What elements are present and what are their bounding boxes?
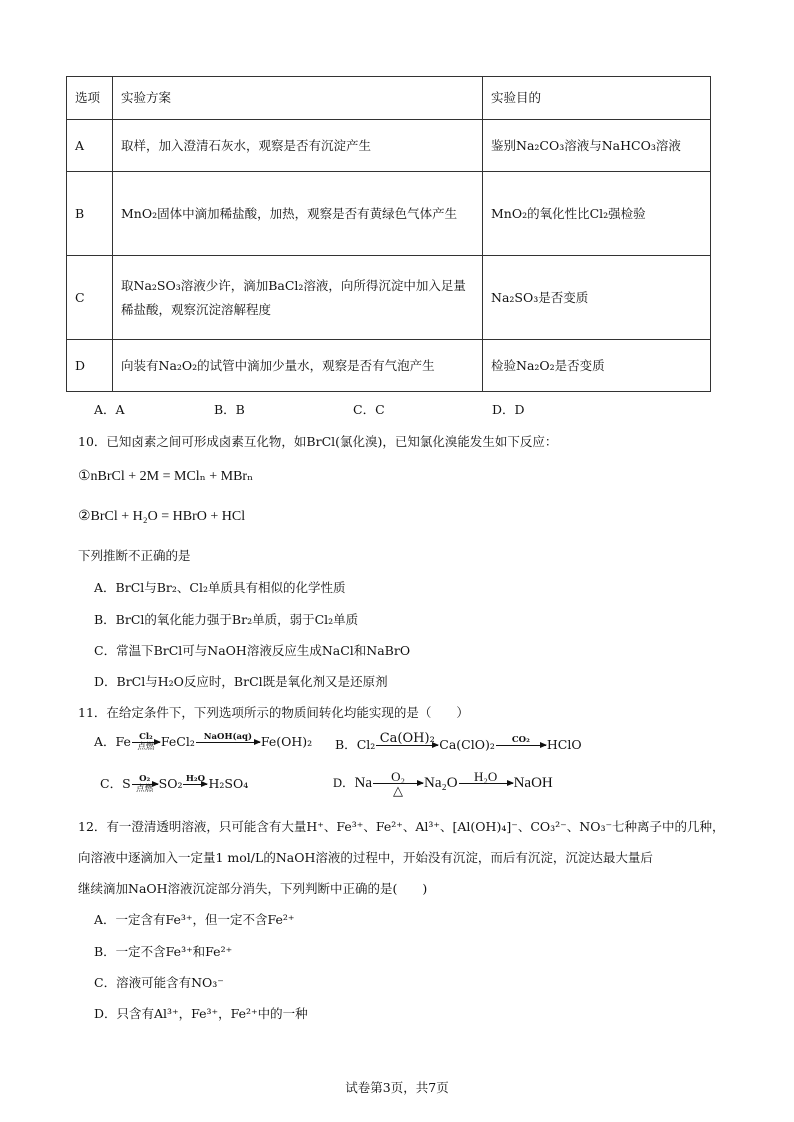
q11-c-substance-2: SO₂	[158, 776, 183, 791]
q10-option-d[interactable]: D．BrCl与H₂O反应时，BrCl既是氧化剂又是还原剂	[94, 674, 388, 689]
q12-option-b[interactable]: B．一定不含Fe³⁺和Fe²⁺	[94, 944, 233, 959]
row-plan: 取样，加入澄清石灰水，观察是否有沉淀产生	[113, 120, 483, 172]
arrow-condition-top: H₂O	[473, 769, 498, 784]
q9-option-b[interactable]: B．B	[214, 402, 245, 417]
table-row	[67, 120, 711, 172]
q12-option-d[interactable]: D．只含有Al³⁺，Fe³⁺，Fe²⁺中的一种	[94, 1006, 308, 1021]
arrow-condition-top: O₂	[139, 774, 151, 784]
q9-option-d[interactable]: D．D	[492, 402, 525, 417]
table-row	[67, 172, 711, 256]
arrow-condition-bottom: △	[393, 783, 404, 798]
q11-option-d[interactable]	[333, 770, 553, 797]
row-option: A	[67, 120, 113, 172]
arrow-condition-top: O₂	[391, 769, 405, 784]
arrow-condition-top: Ca(OH)₂	[379, 731, 435, 746]
arrow-condition-top: CO₂	[511, 735, 530, 745]
q12-option-c[interactable]: C．溶液可能含有NO₃⁻	[94, 975, 224, 990]
q10-equation-1: ①nBrCl + 2M = MClₙ + MBrₙ	[78, 469, 254, 484]
arrow-condition-top: Cl₂	[139, 732, 153, 742]
row-plan: 取Na₂SO₃溶液少许，滴加BaCl₂溶液，向所得沉淀中加入足量稀盐酸，观察沉淀溶解程度	[113, 256, 483, 340]
experiment-table	[66, 76, 711, 392]
q11-b-label: B．	[335, 737, 357, 752]
table-header-row	[67, 77, 711, 120]
q10-option-a[interactable]: A．BrCl与Br₂、Cl₂单质具有相似的化学性质	[94, 580, 346, 595]
q11-option-b[interactable]	[335, 732, 582, 759]
q10-stem: 10．已知卤素之间可形成卤素互化物，如BrCl(氯化溴)，已知氯化溴能发生如下反应：	[78, 434, 558, 449]
row-purpose: MnO₂的氧化性比Cl₂强检验	[483, 172, 711, 256]
reaction-arrow	[132, 733, 160, 752]
q11-a-substance-2: FeCl₂	[160, 734, 195, 749]
q12-stem-line-3: 继续滴加NaOH溶液沉淀部分消失，下列判断中正确的是( )	[78, 881, 428, 896]
page-footer: 试卷第3页，共7页	[345, 1080, 449, 1095]
q11-a-label: A．	[94, 734, 116, 749]
q12-stem-line-2: 向溶液中逐滴加入一定量1 mol/L的NaOH溶液的过程中，开始没有沉淀，而后有沉淀，沉淀达最大量后	[78, 850, 653, 865]
q11-c-label: C．	[100, 776, 123, 791]
row-plan: 向装有Na₂O₂的试管中滴加少量水，观察是否有气泡产生	[113, 340, 483, 392]
q10-question: 下列推断不正确的是	[78, 548, 191, 563]
q11-b-substance-3: HClO	[546, 737, 582, 752]
q11-b-substance-2: Ca(ClO)₂	[439, 737, 495, 752]
arrow-condition-top: NaOH(aq)	[203, 732, 252, 742]
q9-option-a[interactable]: A．A	[94, 402, 125, 417]
q11-d-substance-3: NaOH	[513, 774, 553, 791]
reaction-arrow	[183, 775, 207, 794]
q9-option-c[interactable]: C．C	[353, 402, 385, 417]
header-plan: 实验方案	[113, 77, 483, 120]
reaction-arrow	[376, 732, 438, 759]
q11-stem: 11．在给定条件下，下列选项所示的物质间转化均能实现的是（ ）	[78, 705, 469, 720]
q11-a-substance-3: Fe(OH)₂	[260, 734, 313, 749]
reaction-arrow	[373, 770, 423, 797]
reaction-arrow	[132, 775, 158, 794]
arrow-condition-bottom: 点燃	[136, 784, 154, 794]
header-option: 选项	[67, 77, 113, 120]
row-plan: MnO₂固体中滴加稀盐酸，加热，观察是否有黄绿色气体产生	[113, 172, 483, 256]
row-purpose: Na₂SO₃是否变质	[483, 256, 711, 340]
q11-c-substance-1: S	[122, 776, 131, 791]
row-purpose: 检验Na₂O₂是否变质	[483, 340, 711, 392]
row-option: B	[67, 172, 113, 256]
q10-equation-2: ②BrCl + H₂O = HBrO + HCl	[78, 509, 246, 524]
q11-d-substance-2: Na₂O	[424, 774, 458, 791]
row-option: D	[67, 340, 113, 392]
q11-a-substance-1: Fe	[115, 734, 131, 749]
q10-option-c[interactable]: C．常温下BrCl可与NaOH溶液反应生成NaCl和NaBrO	[94, 643, 411, 658]
q11-b-substance-1: Cl₂	[356, 737, 376, 752]
reaction-arrow	[196, 733, 260, 752]
header-purpose: 实验目的	[483, 77, 711, 120]
reaction-arrow	[496, 736, 546, 755]
q12-option-a[interactable]: A．一定含有Fe³⁺，但一定不含Fe²⁺	[94, 912, 295, 927]
arrow-condition-top: H₂O	[185, 774, 206, 784]
q11-option-a[interactable]	[94, 732, 312, 752]
q11-d-label: D．	[333, 775, 355, 790]
table-row	[67, 256, 711, 340]
q12-stem-line-1: 12．有一澄清透明溶液，只可能含有大量H⁺、Fe³⁺、Fe²⁺、Al³⁺、[Al(OH)₄]⁻、CO₃²⁻、NO₃⁻七种离子中的几种，	[78, 819, 725, 834]
row-purpose: 鉴别Na₂CO₃溶液与NaHCO₃溶液	[483, 120, 711, 172]
table-row	[67, 340, 711, 392]
q10-option-b[interactable]: B．BrCl的氧化能力强于Br₂单质，弱于Cl₂单质	[94, 612, 359, 627]
reaction-arrow	[459, 770, 513, 797]
q11-c-substance-3: H₂SO₄	[208, 776, 249, 791]
arrow-condition-bottom: 点燃	[137, 742, 155, 752]
row-option: C	[67, 256, 113, 340]
q11-option-c[interactable]	[100, 774, 248, 794]
q11-d-substance-1: Na	[354, 774, 373, 791]
